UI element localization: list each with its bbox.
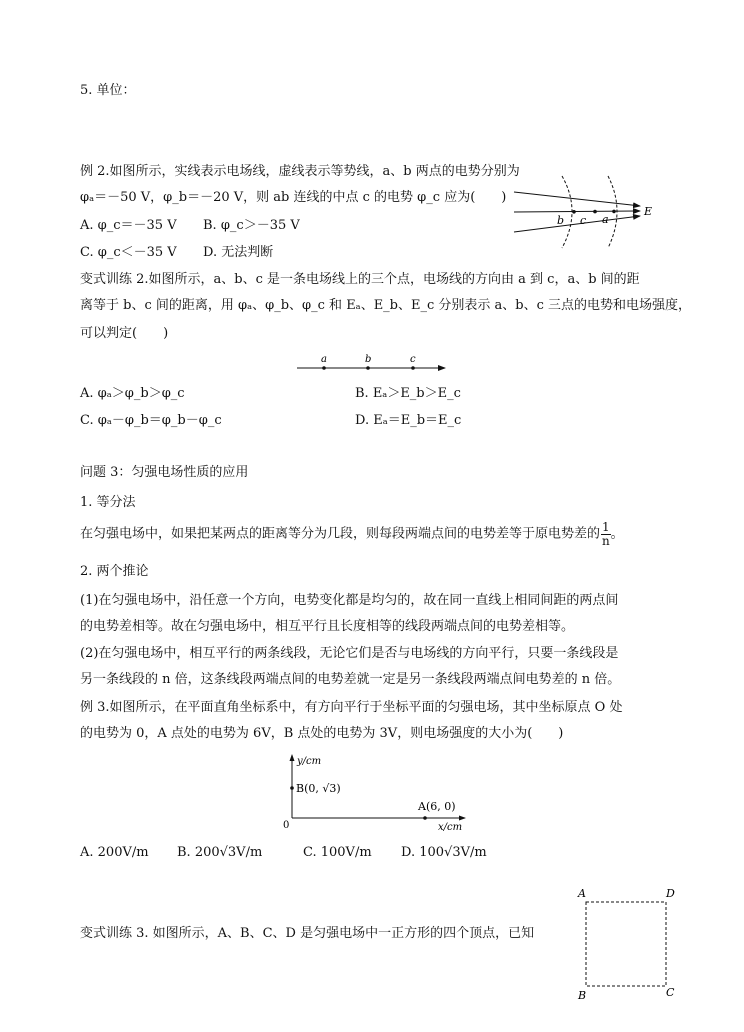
vertex-A: A [578, 887, 586, 900]
square [586, 902, 666, 986]
q3-paragraph-3b: 另一条线段的 n 倍，这条线段两端点间的电势差就一定是另一条线段两端点间电势差的 n 倍。 [80, 672, 621, 687]
ex2-field-figure [510, 166, 660, 256]
vertex-D: D [666, 887, 675, 900]
fraction-1-over-n: $\frac{1}{n}$ [601, 520, 610, 548]
q3-paragraph-2b: 的电势差相等。故在匀强电场中，相互平行且长度相等的线段两端点间的电势差相等。 [80, 619, 575, 634]
point-a [612, 210, 616, 214]
ex3-line2: 的电势为 0，A 点处的电势为 6V，B 点处的电势为 3V，则电场强度的大小为( ) [80, 726, 564, 741]
field-line-bottom [514, 216, 640, 232]
point-c [593, 210, 597, 214]
ex2-option-b: B. φ_c＞－35 V [203, 218, 300, 233]
q3-title: 问题 3：匀强电场性质的应用 [80, 465, 249, 480]
point-B [290, 786, 294, 790]
var2-label-c: c [410, 354, 416, 365]
vertex-C: C [666, 986, 675, 999]
ex3-line1: 例 3.如图所示，在平面直角坐标系中，有方向平行于坐标平面的匀强电场，其中坐标原点 O 处 [80, 700, 623, 715]
x-axis-label: x/cm [438, 822, 463, 833]
var3-square-figure [574, 884, 684, 1004]
y-axis-label: y/cm [297, 756, 322, 767]
ex2-option-c: C. φ_c＜－35 V [80, 245, 177, 260]
ex3-coordinate-figure [280, 752, 480, 832]
item5-heading: 5. 单位： [80, 83, 136, 98]
label-E: E [644, 205, 653, 218]
point-A-label: A(6, 0) [418, 800, 456, 813]
var2-option-d: D. Eₐ＝E_b＝E_c [355, 413, 462, 428]
origin-label: 0 [283, 820, 290, 831]
var2-field-line-figure [295, 352, 455, 376]
q3-paragraph-1: 在匀强电场中，如果把某两点的距离等分为几段，则每段两端点间的电势差等于原电势差的 $\frac{1}{n}$ 。 [80, 520, 624, 548]
point-b [572, 210, 576, 214]
var2-label-a: a [321, 354, 327, 365]
ex3-option-a: A. 200V/m [80, 845, 149, 860]
var2-label-b: b [365, 354, 372, 365]
ex3-option-b: B. 200√3V/m [177, 845, 263, 860]
label-a: a [602, 213, 609, 226]
ex2-option-a: A. φ_c＝－35 V [80, 218, 177, 233]
var2-line2: 离等于 b、c 间的距离，用 φₐ、φ_b、φ_c 和 Eₐ、E_b、E_c 分别表示 a、b、c 三点的电势和电场强度， [80, 298, 692, 313]
var3-line1: 变式训练 3. 如图所示，A、B、C、D 是匀强电场中一正方形的四个顶点，已知 [80, 926, 535, 941]
q3-heading-2: 2. 两个推论 [80, 564, 149, 579]
var2-option-a: A. φₐ＞φ_b＞φ_c [80, 386, 185, 401]
vertex-B: B [578, 989, 587, 1002]
q3-paragraph-2a: (1)在匀强电场中，沿任意一个方向，电势变化都是均匀的，故在同一直线上相同间距的两点间 [80, 593, 619, 608]
point-B-label: B(0, √3) [296, 782, 341, 795]
point-A [423, 816, 427, 820]
label-c: c [580, 214, 587, 227]
var2-option-b: B. Eₐ＞E_b＞E_c [355, 386, 461, 401]
var2-line3: 可以判定( ) [80, 326, 169, 341]
field-line-middle [514, 211, 640, 212]
field-line-top [514, 192, 640, 206]
ex2-option-d: D. 无法判断 [203, 245, 274, 260]
q3-paragraph-3a: (2)在匀强电场中，相互平行的两条线段，无论它们是否与电场线的方向平行，只要一条线段是 [80, 646, 619, 661]
ex3-option-d: D. 100√3V/m [401, 845, 487, 860]
var2-line1: 变式训练 2.如图所示，a、b、c 是一条电场线上的三个点，电场线的方向由 a 到 c，a、b 间的距 [80, 272, 640, 287]
var2-option-c: C. φₐ－φ_b＝φ_b－φ_c [80, 413, 222, 428]
ex3-option-c: C. 100V/m [303, 845, 372, 860]
label-b: b [557, 214, 565, 227]
ex2-line2: φₐ＝－50 V，φ_b＝－20 V，则 ab 连线的中点 c 的电势 φ_c 应为( ) [80, 190, 507, 205]
ex2-line1: 例 2.如图所示，实线表示电场线，虚线表示等势线，a、b 两点的电势分别为 [80, 164, 520, 179]
q3-heading-1: 1. 等分法 [80, 495, 136, 510]
